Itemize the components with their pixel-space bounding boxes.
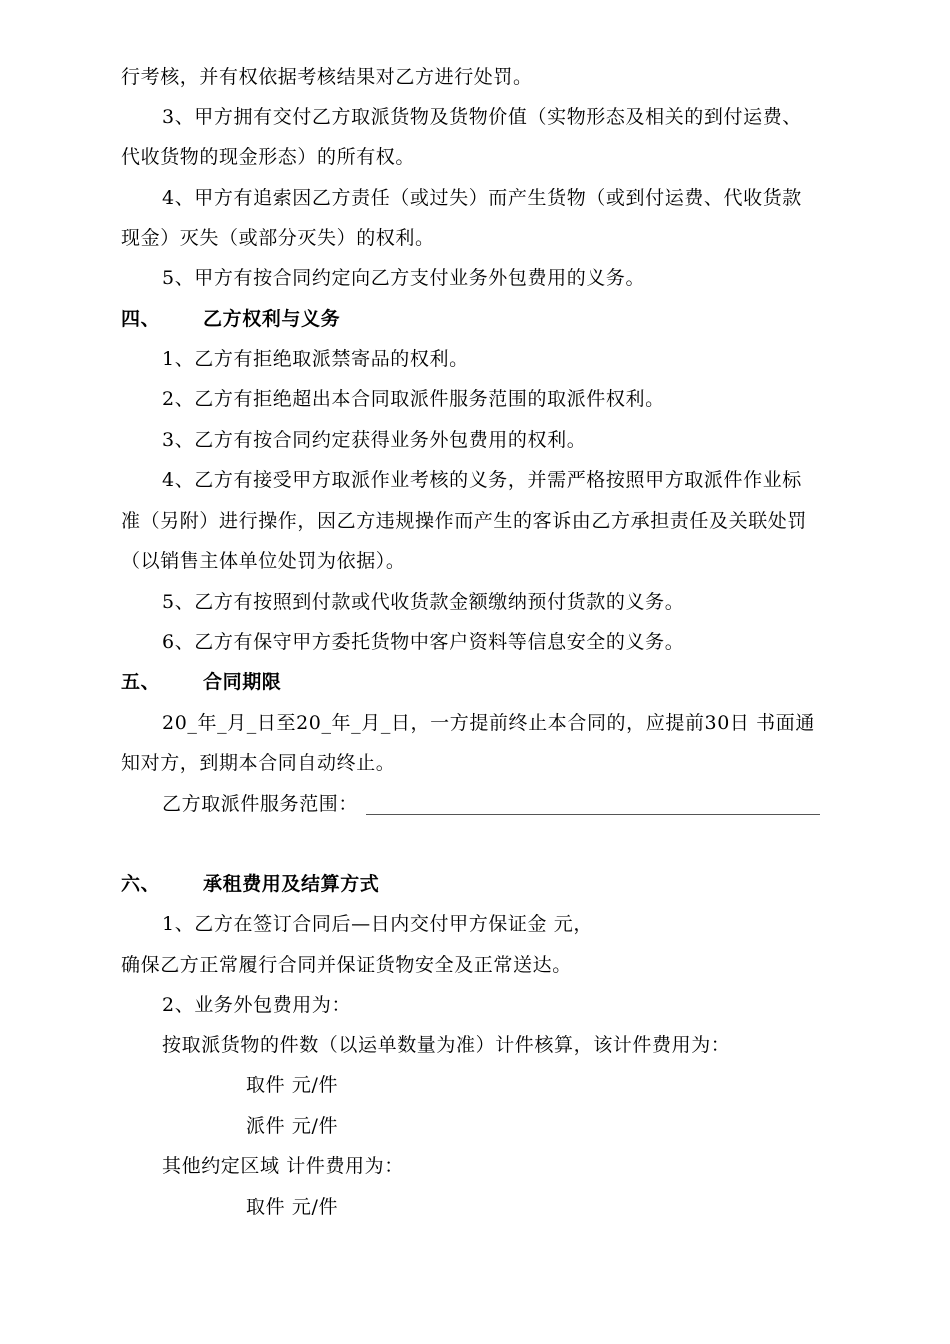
fee-item: 派件 元/件	[246, 1115, 339, 1137]
section-heading-5	[121, 669, 281, 695]
fee-item: 取件 元/件	[246, 1196, 339, 1218]
paragraph-line: 其他约定区域 计件费用为：	[162, 1155, 404, 1177]
section-title: 承租费用及结算方式	[203, 873, 380, 895]
section-title: 乙方权利与义务	[203, 308, 341, 330]
paragraph-line: 按取派货物的件数（以运单数量为准）计件核算，该计件费用为：	[162, 1034, 731, 1056]
paragraph-line: 确保乙方正常履行合同并保证货物安全及正常送达。	[121, 954, 572, 976]
fee-item: 取件 元/件	[246, 1074, 339, 1096]
paragraph-line: 5、甲方有按合同约定向乙方支付业务外包费用的义务。	[162, 267, 646, 289]
section-heading-6	[121, 871, 379, 897]
service-scope-label: 乙方取派件服务范围：	[162, 793, 359, 815]
paragraph-line: 2、业务外包费用为：	[162, 994, 352, 1016]
paragraph-line: 知对方，到期本合同自动终止。	[121, 752, 396, 774]
paragraph-line: 行考核，并有权依据考核结果对乙方进行处罚。	[121, 66, 533, 88]
section-number: 五、	[121, 671, 161, 693]
paragraph-line: 准（另附）进行操作，因乙方违规操作而产生的客诉由乙方承担责任及关联处罚	[121, 510, 808, 532]
section-title: 合同期限	[203, 671, 282, 693]
paragraph-line: 2、乙方有拒绝超出本合同取派件服务范围的取派件权利。	[162, 388, 665, 410]
section-heading-4	[121, 306, 340, 332]
paragraph-line: 4、甲方有追索因乙方责任（或过失）而产生货物（或到付运费、代收货款	[162, 187, 802, 209]
paragraph-line: 1、乙方有拒绝取派禁寄品的权利。	[162, 348, 469, 370]
paragraph-line: 20_年_月_日至20_年_月_日，一方提前终止本合同的，应提前30日 书面通	[162, 712, 815, 734]
paragraph-line: 6、乙方有保守甲方委托货物中客户资料等信息安全的义务。	[162, 631, 685, 653]
paragraph-line: 1、乙方在签订合同后—日内交付甲方保证金 元，	[162, 913, 593, 935]
paragraph-line: （以销售主体单位处罚为依据）。	[121, 550, 406, 572]
section-number: 四、	[121, 308, 161, 330]
paragraph-line: 3、乙方有按合同约定获得业务外包费用的权利。	[162, 429, 587, 451]
paragraph-line: 4、乙方有接受甲方取派作业考核的义务，并需严格按照甲方取派件作业标	[162, 469, 802, 491]
paragraph-line: 现金）灭失（或部分灭失）的权利。	[121, 227, 435, 249]
fill-in-blank	[366, 814, 820, 815]
paragraph-line: 3、甲方拥有交付乙方取派货物及货物价值（实物形态及相关的到付运费、	[162, 106, 802, 128]
section-number: 六、	[121, 873, 161, 895]
paragraph-line: 5、乙方有按照到付款或代收货款金额缴纳预付货款的义务。	[162, 591, 685, 613]
paragraph-line: 代收货物的现金形态）的所有权。	[121, 146, 416, 168]
